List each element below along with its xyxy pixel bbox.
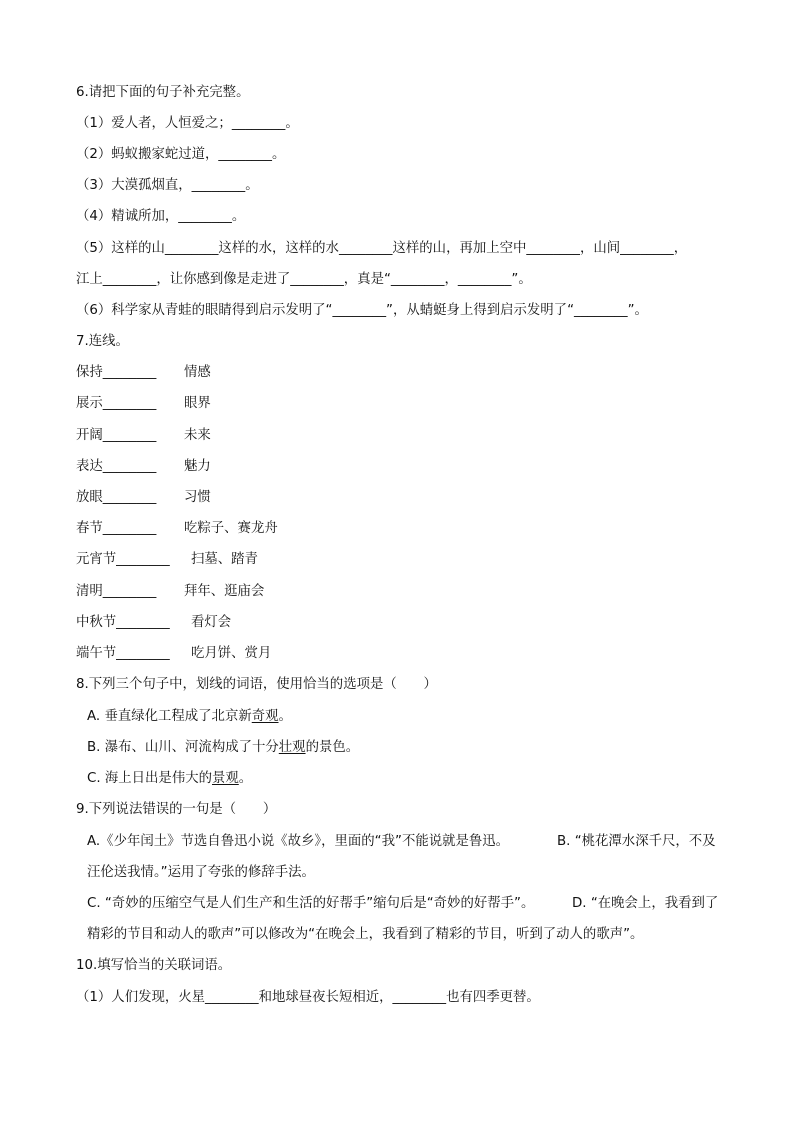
q10-title: 10.填写恰当的关联词语。 (76, 958, 232, 973)
q7-right-10: 吃月饼、赏月 (191, 646, 272, 661)
q7-title: 7.连线。 (76, 334, 129, 349)
q7-left-3: 开阔________ (76, 428, 157, 443)
q6-item-6: （6）科学家从青蛙的眼睛得到启示发明了“________”，从蜻蜓身上得到启示发明了“________”。 (76, 303, 648, 318)
q7-right-4: 魅力 (184, 459, 211, 474)
q7-right-8: 拜年、逛庙会 (184, 584, 265, 599)
q7-right-3: 未来 (184, 428, 211, 443)
q6-item-3: （3）大漠孤烟直，________。 (76, 178, 259, 193)
q6-title: 6.请把下面的句子补充完整。 (76, 85, 250, 100)
q7-left-1: 保持________ (76, 365, 157, 380)
q6-item-1: （1）爱人者，人恒爱之；________。 (76, 116, 299, 131)
q9-option-c: C. “奇妙的压缩空气是人们生产和生活的好帮手”缩句后是“奇妙的好帮手”。 (87, 896, 535, 911)
q7-right-7: 扫墓、踏青 (191, 552, 258, 567)
q9-title: 9.下列说法错误的一句是（ ） (76, 802, 277, 817)
q7-left-2: 展示________ (76, 396, 157, 411)
q7-left-10: 端午节________ (76, 646, 170, 661)
q8-option-c (87, 770, 734, 788)
q8-b-end: 的景色。 (305, 740, 360, 755)
q7-left-9: 中秋节________ (76, 615, 170, 630)
q8-b-text: B. 瀑布、山川、河流构成了十分 (87, 740, 279, 755)
q6-item-5: （5）这样的山________这样的水，这样的水________这样的山，再加上空中________，山间________， (76, 241, 688, 256)
q7-right-6: 吃粽子、赛龙舟 (184, 521, 278, 536)
q8-c-end: 。 (238, 771, 253, 786)
q6-item-5-cont: 江上________，让你感到像是走进了________，真是“________，________”。 (76, 272, 532, 287)
q8-a-text: A. 垂直绿化工程成了北京新 (87, 709, 252, 724)
q9-option-b: B. “桃花潭水深千尺，不及 (557, 834, 716, 849)
q8-option-b (87, 739, 734, 757)
q8-b-underlined: 壮观 (278, 740, 306, 755)
q8-title: 8.下列三个句子中，划线的词语，使用恰当的选项是（ ） (76, 677, 437, 692)
q8-a-underlined: 奇观 (251, 709, 279, 724)
q6-item-2: （2）蚂蚁搬家蛇过道，________。 (76, 147, 286, 162)
q7-right-5: 习惯 (184, 490, 211, 505)
q8-a-end: 。 (278, 709, 292, 724)
q8-option-a (87, 708, 734, 726)
q7-right-9: 看灯会 (191, 615, 232, 630)
q9-option-a: A.《少年闰土》节选自鲁迅小说《故乡》，里面的“我”不能说就是鲁迅。 (87, 834, 510, 849)
q7-right-2: 眼界 (184, 396, 211, 411)
q9-option-d: D. “在晚会上，我看到了 (572, 896, 719, 911)
q7-left-8: 清明________ (76, 584, 157, 599)
q10-item-1: （1）人们发现，火星________和地球昼夜长短相近，________也有四季更替。 (76, 990, 540, 1005)
q7-left-5: 放眼________ (76, 490, 157, 505)
q9-option-d-cont: 精彩的节目和动人的歌声”可以修改为“在晚会上，我看到了精彩的节目，听到了动人的歌声”。 (87, 927, 644, 942)
q9-option-b-cont: 汪伦送我情。”运用了夸张的修辞手法。 (87, 865, 315, 880)
q7-right-1: 情感 (184, 365, 211, 380)
q8-c-text: C. 海上日出是伟大的 (87, 771, 212, 786)
q7-left-7: 元宵节________ (76, 552, 170, 567)
q8-c-underlined: 景观 (212, 771, 239, 786)
q6-item-4: （4）精诚所加，________。 (76, 209, 246, 224)
q7-left-4: 表达________ (76, 459, 157, 474)
q7-left-6: 春节________ (76, 521, 157, 536)
